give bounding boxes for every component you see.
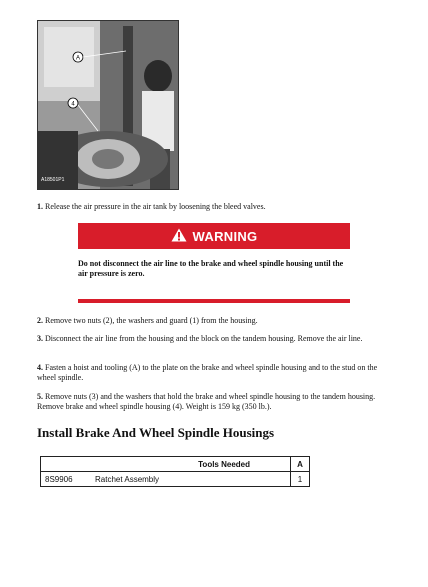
part-number: 8S9906 bbox=[41, 472, 92, 487]
warning-box bbox=[78, 223, 350, 303]
warning-header bbox=[78, 223, 350, 249]
service-photo bbox=[37, 20, 179, 190]
photo-illustration bbox=[38, 21, 178, 189]
step-3: 3. Disconnect the air line from the housing and the block on the tandem housing. Remove the air line. bbox=[37, 334, 363, 343]
step-2: 2. Remove two nuts (2), the washers and guard (1) from the housing. bbox=[37, 316, 258, 325]
tools-needed-header: Tools Needed bbox=[41, 457, 291, 472]
callout-4: 4 bbox=[71, 101, 75, 108]
step-4: 4. Fasten a hoist and tooling (A) to the plate on the brake and wheel spindle housing and to the stud on the wheel spindle. bbox=[37, 363, 378, 382]
warning-text: Do not disconnect the air line to the brake and wheel spindle housing until the air pressure is zero. bbox=[78, 259, 344, 278]
tool-name: Ratchet Assembly bbox=[91, 472, 291, 487]
step-1: 1. Release the air pressure in the air tank by loosening the bleed valves. bbox=[37, 202, 266, 211]
tools-table bbox=[40, 456, 310, 487]
tools-table-header-row bbox=[41, 457, 310, 472]
column-a-header: A bbox=[291, 457, 310, 472]
tool-quantity: 1 bbox=[291, 472, 310, 487]
warning-bottom-rule bbox=[78, 299, 350, 303]
table-row bbox=[41, 472, 310, 487]
section-heading: Install Brake And Wheel Spindle Housings bbox=[37, 425, 275, 440]
warning-triangle-icon bbox=[171, 228, 187, 245]
warning-label: WARNING bbox=[192, 228, 258, 244]
callout-a: A bbox=[75, 55, 81, 62]
step-5: 5. Remove nuts (3) and the washers that hold the brake and wheel spindle housing to the tandem housing. Remove brake and wheel spindle housing (4). Weight is 159 kg (350 lb.). bbox=[37, 392, 376, 411]
photo-code: A18501P1 bbox=[41, 177, 65, 183]
